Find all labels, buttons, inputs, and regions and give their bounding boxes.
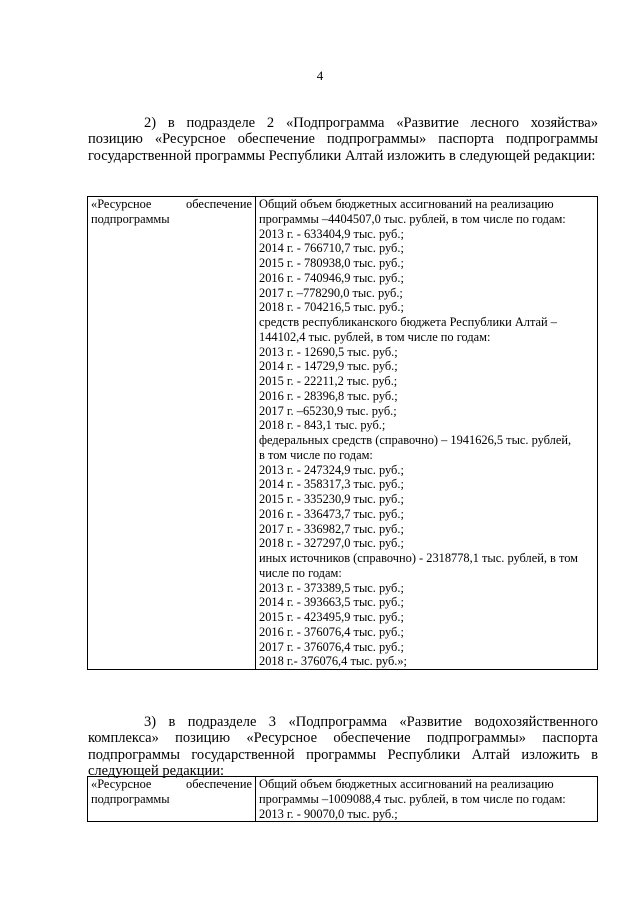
- row-content-cell: [256, 777, 598, 822]
- section2-paragraph: 2) в подразделе 2 «Подпрограмма «Развитие лесного хозяйства» позицию «Ресурсное обеспечение подпрограммы» паспорта подпрограммы государственной программы Республики Алтай изложить в следующей редакции:: [88, 115, 598, 164]
- row-content-cell: [256, 197, 598, 670]
- content-line: 2017 г. - 376076,4 тыс. руб.;: [259, 639, 404, 654]
- row-label-cell: [88, 777, 256, 822]
- content-line: 144102,4 тыс. рублей, в том числе по годам:: [259, 329, 491, 344]
- content-line: 2017 г. - 336982,7 тыс. руб.;: [259, 521, 404, 536]
- content-line: средств республиканского бюджета Республики Алтай –: [259, 315, 557, 329]
- content-line: 2016 г. - 28396,8 тыс. руб.;: [259, 388, 398, 403]
- content-line: иных источников (справочно) - 2318778,1 тыс. рублей, в том: [259, 551, 579, 565]
- content-line: Общий объем бюджетных ассигнований на реализацию: [259, 777, 554, 791]
- row-label-word1: «Ресурсное: [91, 777, 152, 791]
- content-line: 2018 г.- 376076,4 тыс. руб.»;: [259, 654, 407, 669]
- content-line: 2015 г. - 22211,2 тыс. руб.;: [259, 374, 398, 388]
- content-line: 2013 г. - 12690,5 тыс. руб.;: [259, 344, 398, 359]
- row-label-cell: [88, 197, 256, 670]
- row-label-line2: подпрограммы: [91, 791, 170, 806]
- page-number: 4: [316, 68, 324, 83]
- content-line: 2016 г. - 336473,7 тыс. руб.;: [259, 506, 404, 521]
- content-line: 2015 г. - 335230,9 тыс. руб.;: [259, 492, 404, 506]
- content-line: 2017 г. –65230,9 тыс. руб.;: [259, 403, 397, 418]
- content-line: 2013 г. - 633404,9 тыс. руб.;: [259, 226, 404, 241]
- content-line: федеральных средств (справочно) – 1941626,5 тыс. рублей,: [259, 433, 572, 447]
- content-line: 2016 г. - 740946,9 тыс. руб.;: [259, 270, 404, 285]
- table-row: [88, 777, 598, 822]
- content-line: 2014 г. - 393663,5 тыс. руб.;: [259, 595, 404, 610]
- content-line: 2013 г. - 247324,9 тыс. руб.;: [259, 462, 404, 477]
- content-line: программы –1009088,4 тыс. рублей, в том числе по годам:: [259, 791, 566, 806]
- content-line: программы –4404507,0 тыс. рублей, в том числе по годам:: [259, 211, 566, 226]
- content-line: 2018 г. - 704216,5 тыс. руб.;: [259, 300, 404, 315]
- content-line: Общий объем бюджетных ассигнований на реализацию: [259, 197, 554, 211]
- row-label-word1: «Ресурсное: [91, 197, 152, 211]
- row-label-word2: обеспечение: [186, 777, 252, 791]
- table-row: [88, 197, 598, 670]
- row-label-line1: [91, 197, 252, 212]
- row-label-word2: обеспечение: [186, 197, 252, 211]
- content-line: 2014 г. - 766710,7 тыс. руб.;: [259, 241, 404, 256]
- content-line: 2017 г. –778290,0 тыс. руб.;: [259, 285, 403, 300]
- content-line: 2014 г. - 14729,9 тыс. руб.;: [259, 359, 398, 374]
- section3-paragraph: 3) в подразделе 3 «Подпрограмма «Развитие водохозяйственного комплекса» позицию «Ресурсное обеспечение подпрограммы» паспорта подпрограммы государственной программы Республики Алтай изложить в следующей редакции:: [88, 714, 598, 780]
- content-line: 2013 г. - 373389,5 тыс. руб.;: [259, 580, 404, 595]
- content-line: 2014 г. - 358317,3 тыс. руб.;: [259, 477, 404, 492]
- content-line: в том числе по годам:: [259, 447, 373, 462]
- content-line: 2015 г. - 423495,9 тыс. руб.;: [259, 610, 404, 624]
- content-line: 2016 г. - 376076,4 тыс. руб.;: [259, 624, 404, 639]
- row-label-line2: подпрограммы: [91, 211, 170, 226]
- content-line: 2013 г. - 90070,0 тыс. руб.;: [259, 806, 398, 821]
- content-line: 2018 г. - 327297,0 тыс. руб.;: [259, 536, 404, 551]
- section2-resource-table: [87, 196, 598, 670]
- content-line: числе по годам:: [259, 565, 342, 580]
- row-label-line1: [91, 777, 252, 792]
- content-line: 2018 г. - 843,1 тыс. руб.;: [259, 418, 386, 433]
- section3-resource-table: [87, 776, 598, 822]
- content-line: 2015 г. - 780938,0 тыс. руб.;: [259, 256, 404, 270]
